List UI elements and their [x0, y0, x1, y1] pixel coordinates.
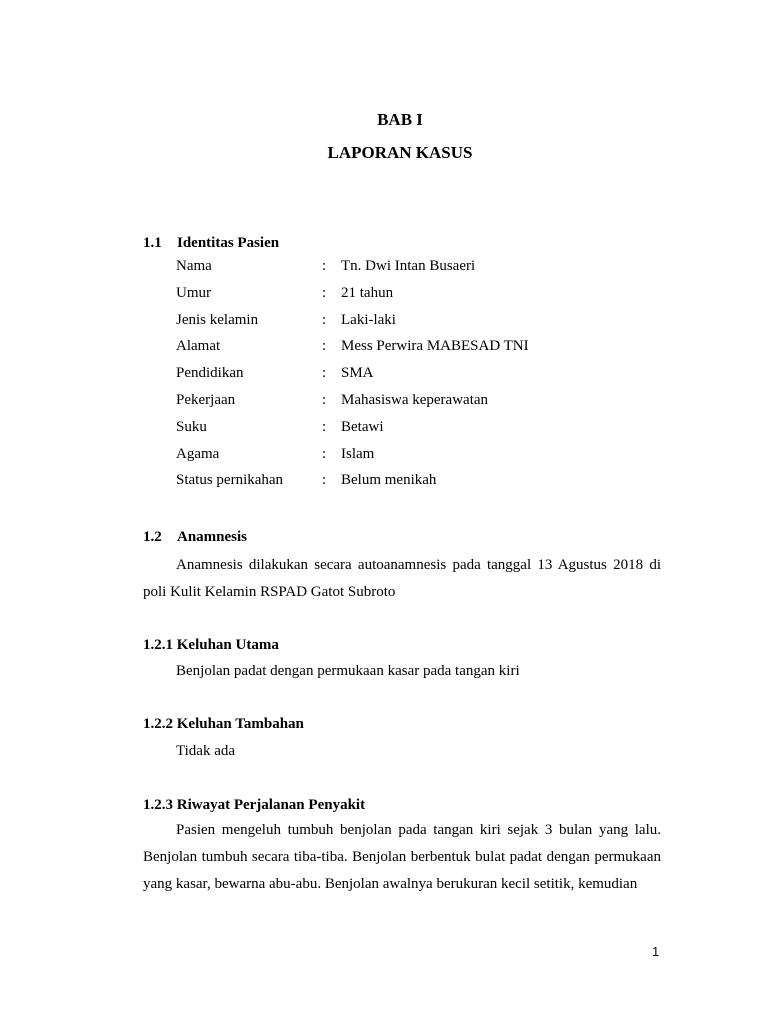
section-title: Identitas Pasien [177, 235, 280, 251]
identity-value: Mess Perwira MABESAD TNI [341, 338, 529, 355]
history-paragraph: Pasien mengeluh tumbuh benjolan pada tangan kiri sejak 3 bulan yang lalu. Benjolan tumbuh secara tiba-tiba. Benjolan berbentuk bulat padat dengan permukaan yang kasar, bewarna abu-abu. Benjolan awalnya berukuran kecil setitik, kemudian [143, 822, 661, 892]
identity-label: Nama [176, 258, 212, 274]
identity-separator: : [322, 445, 327, 462]
identity-value: 21 tahun [341, 284, 394, 301]
additional-complaint-text: Tidak ada [176, 743, 236, 759]
identity-row [176, 446, 596, 473]
identity-separator: : [322, 365, 327, 382]
identity-label: Suku [176, 418, 207, 435]
identity-separator: : [322, 418, 327, 435]
identity-row [176, 392, 596, 419]
identity-row [176, 365, 596, 392]
identity-row [176, 419, 596, 446]
identity-value: Islam [341, 445, 375, 462]
identity-row [176, 338, 596, 365]
identity-row [176, 285, 596, 312]
identity-separator: : [322, 338, 327, 355]
identity-label: Pendidikan [176, 365, 244, 382]
anamnesis-paragraph: Anamnesis dilakukan secara autoanamnesis pada tanggal 13 Agustus 2018 di poli Kulit Kelamin RSPAD Gatot Subroto [143, 557, 661, 600]
identity-value: Mahasiswa keperawatan [341, 391, 489, 408]
identity-separator: : [322, 472, 327, 489]
identity-separator: : [322, 391, 327, 408]
identity-separator: : [322, 258, 327, 274]
identity-separator: : [322, 284, 327, 301]
section-heading-identity [143, 235, 280, 252]
identity-value: SMA [341, 365, 374, 382]
subsection-heading-additional-complaint: 1.2.2 Keluhan Tambahan [143, 716, 304, 732]
subsection-heading-chief-complaint: 1.2.1 Keluhan Utama [143, 637, 279, 653]
identity-value: Tn. Dwi Intan Busaeri [341, 258, 476, 274]
identity-label: Alamat [176, 338, 221, 355]
identity-label: Status pernikahan [176, 472, 284, 489]
identity-row [176, 258, 596, 285]
section-number: 1.1 [143, 235, 162, 251]
section-heading-anamnesis [143, 529, 248, 546]
chapter-number: BAB I [377, 110, 423, 129]
section-title: Anamnesis [177, 529, 248, 545]
identity-label: Umur [176, 284, 211, 301]
identity-row [176, 472, 596, 499]
identity-value: Betawi [341, 418, 384, 435]
identity-label: Jenis kelamin [176, 311, 259, 328]
identity-label: Pekerjaan [176, 391, 236, 408]
identity-value: Laki-laki [341, 311, 396, 328]
section-number: 1.2 [143, 529, 162, 545]
patient-identity-table [176, 258, 596, 499]
identity-separator: : [322, 311, 327, 328]
identity-value: Belum menikah [341, 472, 437, 489]
identity-label: Agama [176, 445, 220, 462]
chief-complaint-text: Benjolan padat dengan permukaan kasar pada tangan kiri [176, 663, 520, 679]
chapter-title: LAPORAN KASUS [327, 143, 473, 162]
page-number: 1 [652, 944, 660, 959]
identity-rows [176, 258, 596, 499]
subsection-heading-history: 1.2.3 Riwayat Perjalanan Penyakit [143, 797, 366, 813]
identity-row [176, 312, 596, 339]
